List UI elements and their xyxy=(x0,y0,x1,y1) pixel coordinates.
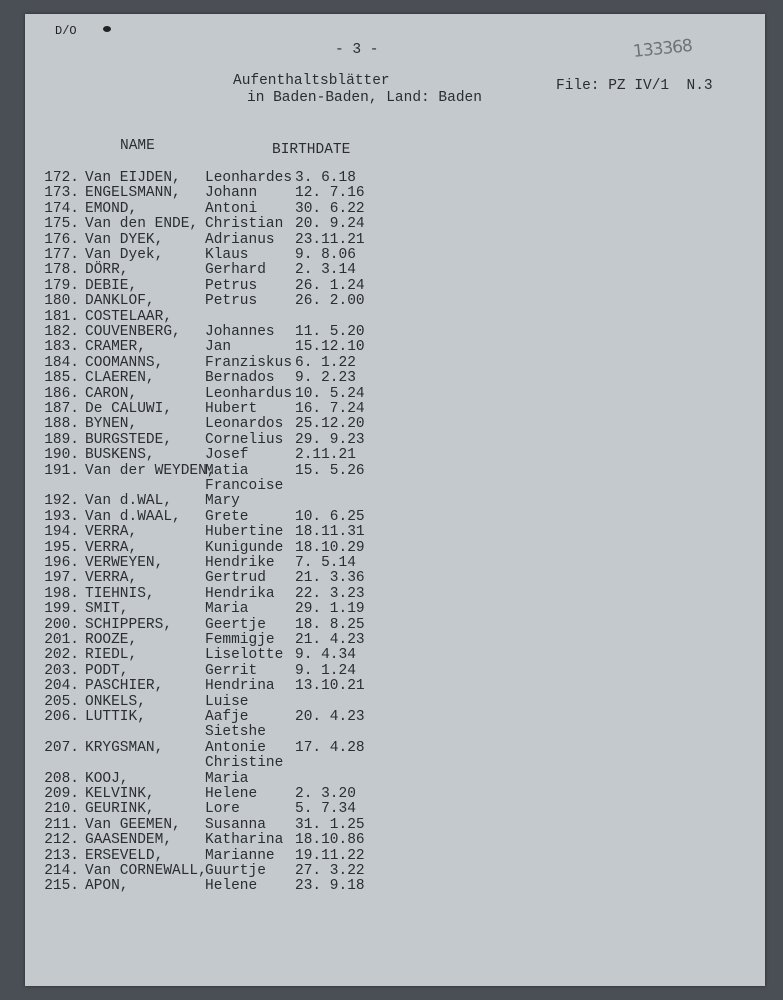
row-surname: KOOJ, xyxy=(85,770,129,787)
row-number: 190. xyxy=(44,447,79,464)
list-row xyxy=(25,601,765,617)
row-number: 178. xyxy=(44,262,79,279)
row-surname: BURGSTEDE, xyxy=(85,431,173,448)
list-row xyxy=(25,201,765,217)
row-surname: Van Dyek, xyxy=(85,247,164,263)
row-number: 202. xyxy=(44,647,79,664)
list-row xyxy=(25,570,765,586)
row-first-name: Antonie xyxy=(205,739,266,756)
row-birthdate: 26. 2.00 xyxy=(295,293,365,310)
row-first-name: Maria xyxy=(205,601,249,618)
row-birthdate: 19.11.22 xyxy=(295,847,365,864)
list-row xyxy=(25,185,765,201)
row-birthdate: 10. 6.25 xyxy=(295,508,365,525)
row-number: 191. xyxy=(44,462,79,479)
row-surname: BUSKENS, xyxy=(85,447,155,464)
list-row xyxy=(25,848,765,864)
row-surname: CRAMER, xyxy=(85,339,146,356)
row-first-name: Petrus xyxy=(205,277,258,294)
row-first-name: Femmigje xyxy=(205,632,275,648)
row-birthdate: 2. 3.20 xyxy=(295,786,356,802)
row-surname: DÖRR, xyxy=(85,262,129,279)
row-surname: RIEDL, xyxy=(85,647,138,664)
list-row xyxy=(25,432,765,448)
row-number: 215. xyxy=(44,878,79,895)
row-first-name: Sietshe xyxy=(205,724,266,741)
row-birthdate: 26. 1.24 xyxy=(295,277,365,294)
row-birthdate: 30. 6.22 xyxy=(295,200,365,217)
row-number: 194. xyxy=(44,524,79,541)
row-number: 209. xyxy=(44,786,79,802)
list-row xyxy=(25,817,765,833)
row-number: 205. xyxy=(44,693,79,710)
row-birthdate: 9. 4.34 xyxy=(295,647,356,664)
row-surname: VERRA, xyxy=(85,524,138,541)
row-number: 185. xyxy=(44,370,79,387)
list-row xyxy=(25,216,765,232)
row-first-name: Petrus xyxy=(205,293,258,310)
row-birthdate: 18.10.29 xyxy=(295,539,365,556)
row-surname: ONKELS, xyxy=(85,693,146,710)
row-number: 198. xyxy=(44,585,79,602)
row-birthdate: 21. 3.36 xyxy=(295,570,365,587)
row-number: 206. xyxy=(44,709,79,725)
row-first-name: Gertrud xyxy=(205,570,266,587)
row-first-name: Hendrike xyxy=(205,555,275,571)
list-row xyxy=(25,524,765,540)
row-first-name: Kunigunde xyxy=(205,539,284,556)
row-number: 180. xyxy=(44,293,79,310)
column-header-name: NAME xyxy=(120,138,155,154)
row-first-name: Lore xyxy=(205,801,240,818)
list-row xyxy=(25,293,765,309)
row-birthdate: 15. 5.26 xyxy=(295,462,365,479)
list-row xyxy=(25,740,765,756)
title-line-2: in Baden-Baden, Land: Baden xyxy=(247,90,482,106)
row-surname: COOMANNS, xyxy=(85,354,164,371)
row-first-name: Leonardos xyxy=(205,416,284,433)
row-birthdate: 16. 7.24 xyxy=(295,401,365,417)
list-row xyxy=(25,663,765,679)
row-number: 213. xyxy=(44,847,79,864)
list-row xyxy=(25,493,765,509)
row-birthdate: 9. 1.24 xyxy=(295,662,356,679)
row-birthdate: 22. 3.23 xyxy=(295,585,365,602)
row-surname: LUTTIK, xyxy=(85,709,146,725)
row-birthdate: 12. 7.16 xyxy=(295,185,365,202)
row-first-name: Luise xyxy=(205,693,249,710)
list-row xyxy=(25,170,765,186)
row-number: 203. xyxy=(44,662,79,679)
row-number: 197. xyxy=(44,570,79,587)
row-first-name: Marianne xyxy=(205,847,275,864)
list-row xyxy=(25,801,765,817)
row-first-name: Geertje xyxy=(205,616,266,633)
row-number: 172. xyxy=(44,170,79,186)
row-birthdate: 10. 5.24 xyxy=(295,385,365,402)
row-surname: KELVINK, xyxy=(85,786,155,802)
row-birthdate: 20. 4.23 xyxy=(295,709,365,725)
row-birthdate: 23.11.21 xyxy=(295,231,365,248)
document-marker: D/O xyxy=(55,24,77,38)
row-first-name: Susanna xyxy=(205,816,266,833)
row-first-name: Hendrina xyxy=(205,678,275,695)
row-first-name: Josef xyxy=(205,447,249,464)
row-number: 211. xyxy=(44,816,79,833)
list-row xyxy=(25,771,765,787)
row-birthdate: 13.10.21 xyxy=(295,678,365,695)
row-surname: COUVENBERG, xyxy=(85,324,181,340)
list-row xyxy=(25,617,765,633)
row-surname: Van d.WAAL, xyxy=(85,508,181,525)
row-surname: Van GEEMEN, xyxy=(85,816,181,833)
row-number: 207. xyxy=(44,739,79,756)
list-row xyxy=(25,309,765,325)
row-first-name: Christian xyxy=(205,216,284,233)
row-surname: Van den ENDE, xyxy=(85,216,199,233)
list-row xyxy=(25,324,765,340)
row-birthdate: 29. 1.19 xyxy=(295,601,365,618)
row-first-name: Cornelius xyxy=(205,431,284,448)
row-number: 189. xyxy=(44,431,79,448)
row-surname: VERRA, xyxy=(85,570,138,587)
row-surname: SMIT, xyxy=(85,601,129,618)
row-surname: VERRA, xyxy=(85,539,138,556)
row-number: 200. xyxy=(44,616,79,633)
row-birthdate: 5. 7.34 xyxy=(295,801,356,818)
row-surname: APON, xyxy=(85,878,129,895)
list-row xyxy=(25,540,765,556)
row-birthdate: 21. 4.23 xyxy=(295,632,365,648)
row-first-name: Antoni xyxy=(205,200,258,217)
row-first-name: Christine xyxy=(205,755,284,772)
row-first-name: Francoise xyxy=(205,478,284,494)
row-surname: Van CORNEWALL, xyxy=(85,863,207,879)
row-surname: Van der WEYDEN, xyxy=(85,462,216,479)
row-surname: Van DYEK, xyxy=(85,231,164,248)
row-first-name: Katharina xyxy=(205,832,284,849)
row-birthdate: 15.12.10 xyxy=(295,339,365,356)
row-surname: TIEHNIS, xyxy=(85,585,155,602)
row-number: 176. xyxy=(44,231,79,248)
row-surname: DANKLOF, xyxy=(85,293,155,310)
row-surname: ROOZE, xyxy=(85,632,138,648)
row-number: 177. xyxy=(44,247,79,263)
row-first-name: Maria xyxy=(205,770,249,787)
row-surname: BYNEN, xyxy=(85,416,138,433)
row-number: 212. xyxy=(44,832,79,849)
row-surname: CARON, xyxy=(85,385,138,402)
row-first-name: Gerhard xyxy=(205,262,266,279)
ink-blot xyxy=(103,26,111,32)
list-row xyxy=(25,647,765,663)
title-line-1: Aufenthaltsblätter xyxy=(233,73,390,89)
row-birthdate: 2.11.21 xyxy=(295,447,356,464)
row-number: 210. xyxy=(44,801,79,818)
row-birthdate: 23. 9.18 xyxy=(295,878,365,895)
row-first-name: Helene xyxy=(205,786,258,802)
list-row xyxy=(25,247,765,263)
handwritten-stamp-number: 133368 xyxy=(632,35,693,63)
row-birthdate: 18.10.86 xyxy=(295,832,365,849)
row-birthdate: 18. 8.25 xyxy=(295,616,365,633)
row-number: 186. xyxy=(44,385,79,402)
row-number: 192. xyxy=(44,493,79,510)
list-row xyxy=(25,786,765,802)
row-surname: Van d.WAL, xyxy=(85,493,173,510)
row-number: 204. xyxy=(44,678,79,695)
row-number: 173. xyxy=(44,185,79,202)
row-birthdate: 7. 5.14 xyxy=(295,555,356,571)
row-surname: DEBIE, xyxy=(85,277,138,294)
list-row xyxy=(25,416,765,432)
row-first-name: Hendrika xyxy=(205,585,275,602)
row-surname: CLAEREN, xyxy=(85,370,155,387)
row-birthdate: 11. 5.20 xyxy=(295,324,365,340)
row-number: 182. xyxy=(44,324,79,340)
row-surname: GAASENDEM, xyxy=(85,832,173,849)
row-number: 175. xyxy=(44,216,79,233)
row-first-name: Helene xyxy=(205,878,258,895)
row-first-name: Leonhardes xyxy=(205,170,293,186)
list-row xyxy=(25,555,765,571)
list-row xyxy=(25,863,765,879)
row-birthdate: 9. 8.06 xyxy=(295,247,356,263)
row-number: 195. xyxy=(44,539,79,556)
row-first-name: Aafje xyxy=(205,709,249,725)
row-number: 188. xyxy=(44,416,79,433)
row-first-name: Leonhardus xyxy=(205,385,293,402)
row-birthdate: 31. 1.25 xyxy=(295,816,365,833)
row-first-name: Jan xyxy=(205,339,232,356)
list-row xyxy=(25,232,765,248)
list-row xyxy=(25,694,765,710)
row-number: 184. xyxy=(44,354,79,371)
row-birthdate: 29. 9.23 xyxy=(295,431,365,448)
row-surname: De CALUWI, xyxy=(85,401,173,417)
list-row xyxy=(25,355,765,371)
row-first-name: Mary xyxy=(205,493,240,510)
list-row xyxy=(25,262,765,278)
row-number: 196. xyxy=(44,555,79,571)
row-first-name: Hubert xyxy=(205,401,258,417)
row-first-name: Matia xyxy=(205,462,249,479)
row-first-name: Grete xyxy=(205,508,249,525)
list-row xyxy=(25,632,765,648)
row-first-name: Adrianus xyxy=(205,231,275,248)
document-page xyxy=(25,14,765,986)
list-row xyxy=(25,386,765,402)
row-surname: EMOND, xyxy=(85,200,138,217)
row-number: 179. xyxy=(44,277,79,294)
row-first-name: Gerrit xyxy=(205,662,258,679)
row-birthdate: 27. 3.22 xyxy=(295,863,365,879)
list-row xyxy=(25,678,765,694)
list-row xyxy=(25,586,765,602)
list-row-continuation xyxy=(25,478,765,494)
list-row-continuation xyxy=(25,755,765,771)
row-surname: PASCHIER, xyxy=(85,678,164,695)
row-first-name: Franziskus xyxy=(205,354,293,371)
list-row xyxy=(25,832,765,848)
row-surname: COSTELAAR, xyxy=(85,308,173,325)
row-first-name: Johann xyxy=(205,185,258,202)
row-surname: Van EIJDEN, xyxy=(85,170,181,186)
row-surname: KRYGSMAN, xyxy=(85,739,164,756)
row-number: 187. xyxy=(44,401,79,417)
row-first-name: Hubertine xyxy=(205,524,284,541)
row-surname: PODT, xyxy=(85,662,129,679)
list-row-continuation xyxy=(25,724,765,740)
row-surname: ERSEVELD, xyxy=(85,847,164,864)
row-first-name: Bernados xyxy=(205,370,275,387)
row-surname: GEURINK, xyxy=(85,801,155,818)
row-first-name: Johannes xyxy=(205,324,275,340)
list-row xyxy=(25,709,765,725)
row-number: 181. xyxy=(44,308,79,325)
row-first-name: Klaus xyxy=(205,247,249,263)
row-birthdate: 2. 3.14 xyxy=(295,262,356,279)
list-row xyxy=(25,370,765,386)
row-number: 201. xyxy=(44,632,79,648)
row-number: 193. xyxy=(44,508,79,525)
row-number: 199. xyxy=(44,601,79,618)
row-surname: ENGELSMANN, xyxy=(85,185,181,202)
row-birthdate: 6. 1.22 xyxy=(295,354,356,371)
row-birthdate: 3. 6.18 xyxy=(295,170,356,186)
row-number: 214. xyxy=(44,863,79,879)
list-row xyxy=(25,339,765,355)
row-number: 208. xyxy=(44,770,79,787)
row-number: 183. xyxy=(44,339,79,356)
list-row xyxy=(25,278,765,294)
row-number: 174. xyxy=(44,200,79,217)
row-surname: SCHIPPERS, xyxy=(85,616,173,633)
list-row xyxy=(25,878,765,894)
row-birthdate: 9. 2.23 xyxy=(295,370,356,387)
row-birthdate: 20. 9.24 xyxy=(295,216,365,233)
list-row xyxy=(25,509,765,525)
row-surname: VERWEYEN, xyxy=(85,555,164,571)
list-row xyxy=(25,401,765,417)
row-first-name: Guurtje xyxy=(205,863,266,879)
row-birthdate: 18.11.31 xyxy=(295,524,365,541)
row-first-name: Liselotte xyxy=(205,647,284,664)
row-birthdate: 17. 4.28 xyxy=(295,739,365,756)
page-number: - 3 - xyxy=(335,42,379,58)
file-reference: File: PZ IV/1 N.3 xyxy=(556,78,713,94)
row-birthdate: 25.12.20 xyxy=(295,416,365,433)
column-header-birthdate: BIRTHDATE xyxy=(272,142,351,158)
list-row xyxy=(25,463,765,479)
list-row xyxy=(25,447,765,463)
